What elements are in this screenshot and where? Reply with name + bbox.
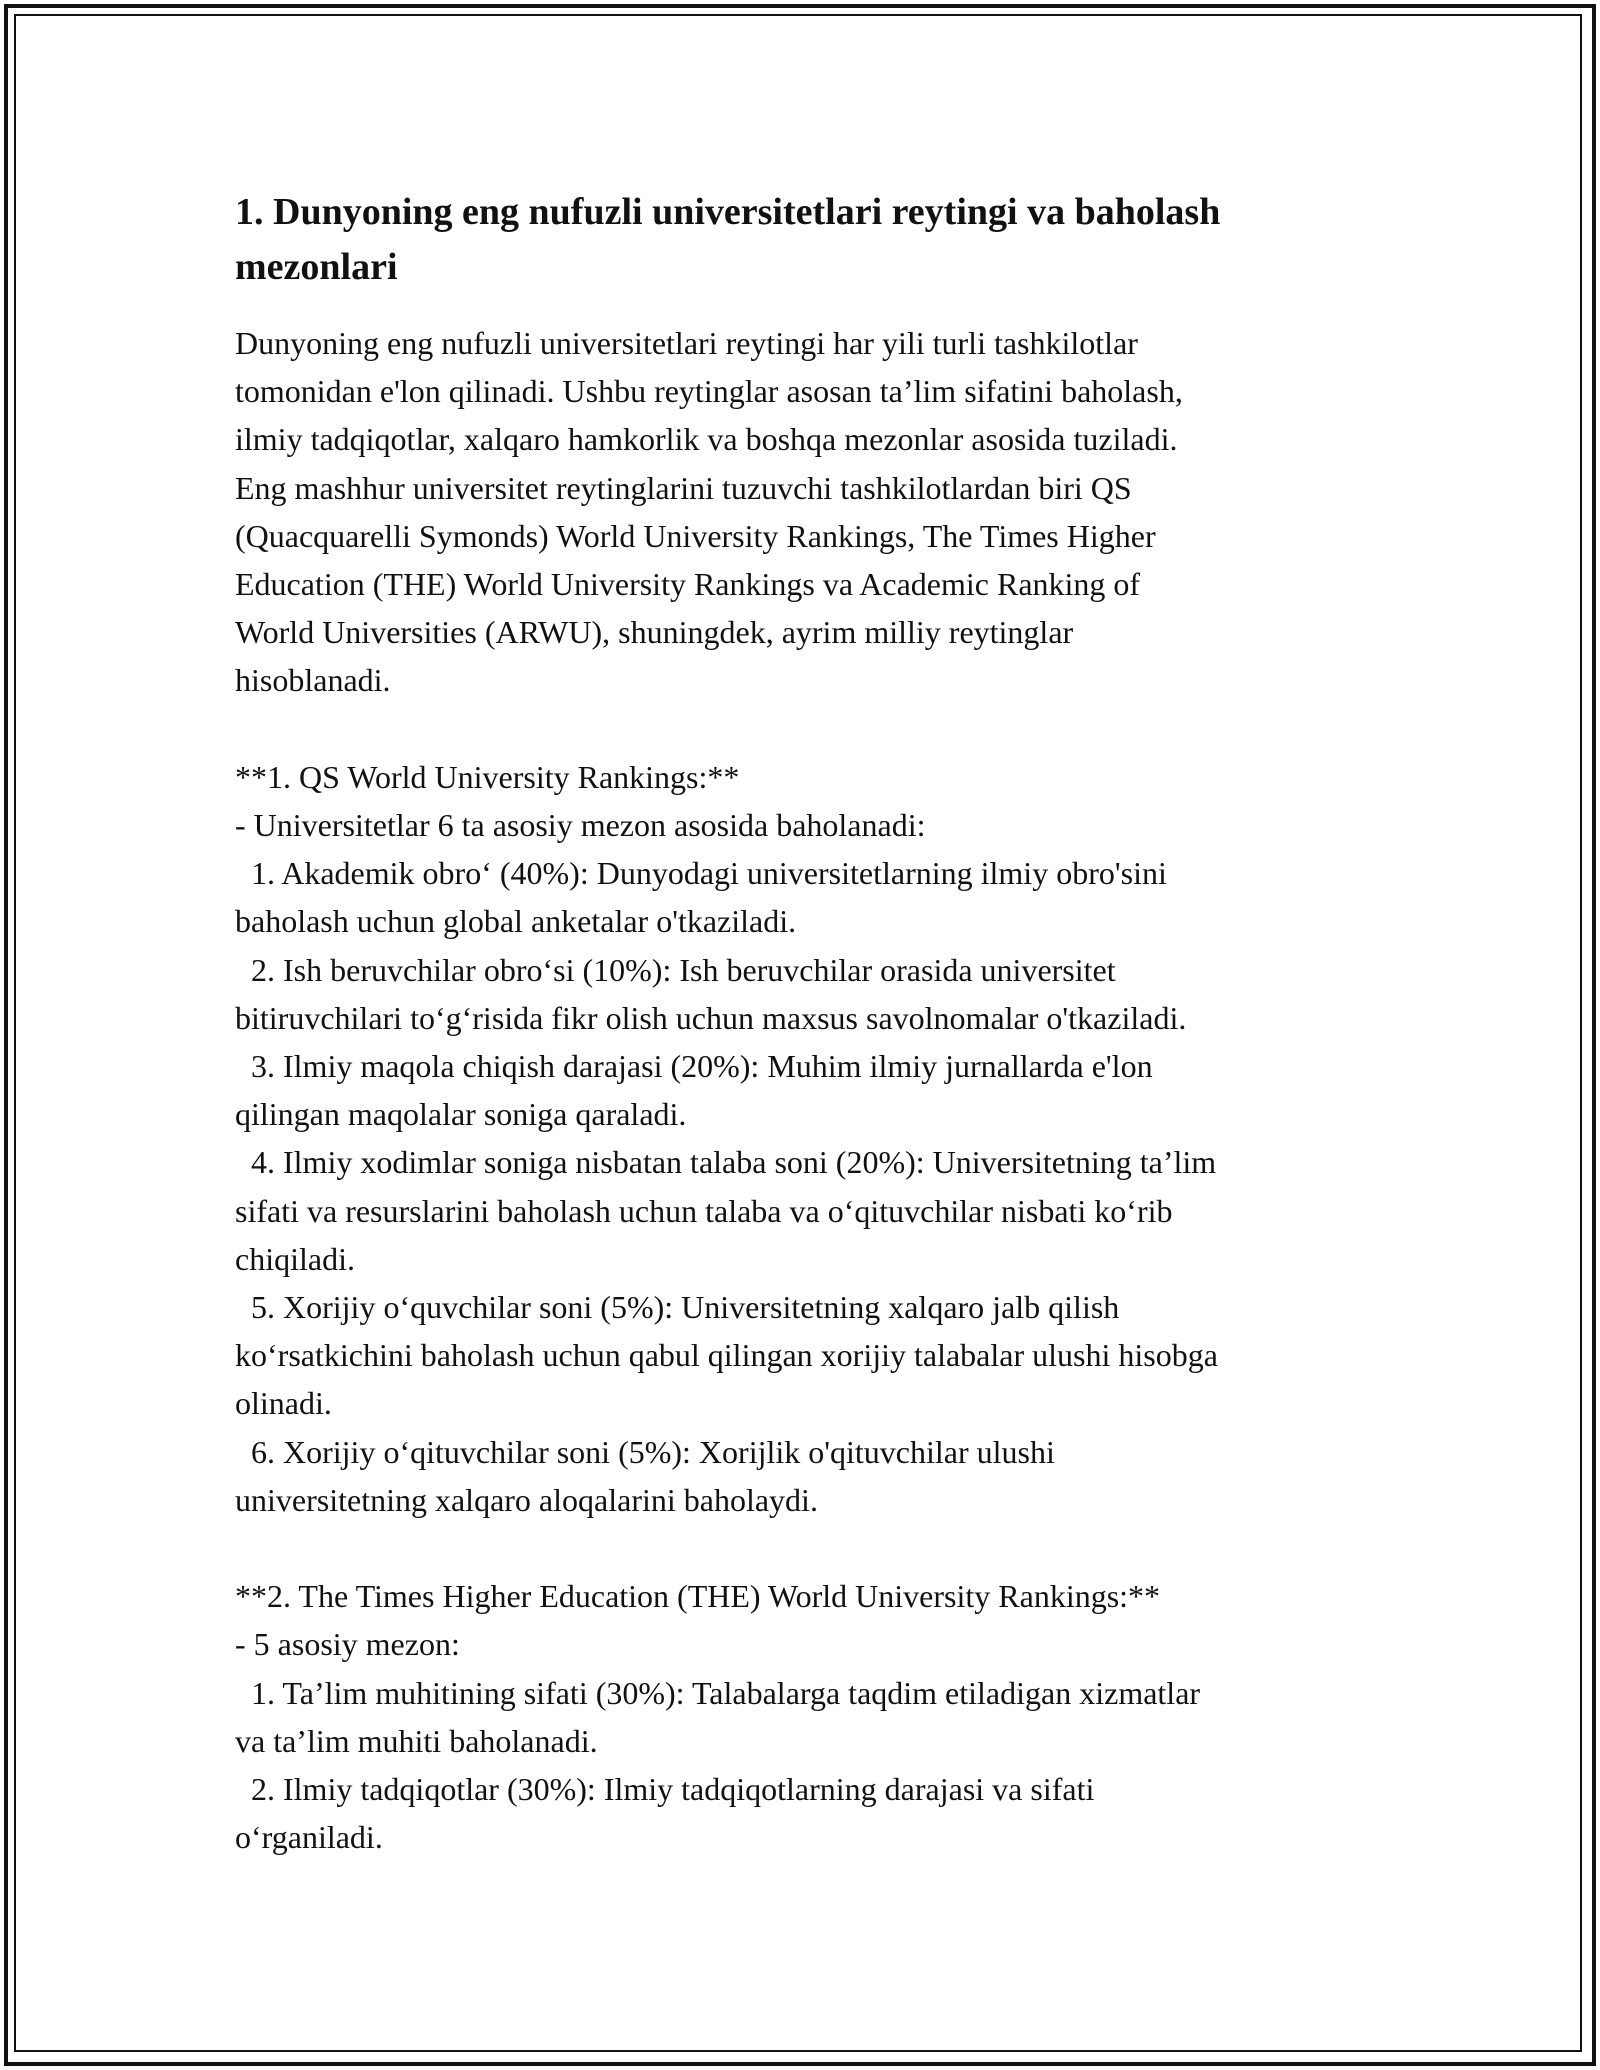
text-line: 2. Ish beruvchilar obro‘si (10%): Ish beruvchilar orasida universitet bbox=[235, 951, 1116, 988]
text-line: 4. Ilmiy xodimlar soniga nisbatan talaba soni (20%): Universitetning ta’lim bbox=[235, 1144, 1217, 1181]
section-title bbox=[235, 185, 1380, 295]
text-line: World Universities (ARWU), shuningdek, ayrim milliy reytinglar bbox=[235, 614, 1074, 651]
text-line: universitetning xalqaro aloqalarini baholaydi. bbox=[235, 1481, 818, 1518]
section-heading-line: **1. QS World University Rankings:** bbox=[235, 758, 740, 795]
text-line: ko‘rsatkichini baholash uchun qabul qilingan xorijiy talabalar ulushi hisobga bbox=[235, 1337, 1218, 1374]
document-body bbox=[235, 185, 1380, 1861]
text-line: o‘rganiladi. bbox=[235, 1819, 383, 1856]
text-line: hisoblanadi. bbox=[235, 662, 391, 699]
text-line: Eng mashhur universitet reytinglarini tuzuvchi tashkilotlardan biri QS bbox=[235, 469, 1132, 506]
text-line: sifati va resurslarini baholash uchun talaba va o‘qituvchilar nisbati ko‘rib bbox=[235, 1192, 1173, 1229]
text-line: Dunyoning eng nufuzli universitetlari reytingi har yili turli tashkilotlar bbox=[235, 325, 1138, 361]
text-line: 3. Ilmiy maqola chiqish darajasi (20%): Muhim ilmiy jurnallarda e'lon bbox=[235, 1048, 1153, 1085]
intro-paragraph bbox=[235, 319, 1380, 705]
title-line: 1. Dunyoning eng nufuzli universitetlari reytingi va baholash bbox=[235, 191, 1221, 233]
text-line: 1. Ta’lim muhitining sifati (30%): Talabalarga taqdim etiladigan xizmatlar bbox=[235, 1674, 1201, 1711]
text-line: 5. Xorijiy o‘quvchilar soni (5%): Universitetning xalqaro jalb qilish bbox=[235, 1289, 1120, 1326]
text-line: qilingan maqolalar soniga qaraladi. bbox=[235, 1096, 687, 1133]
text-line: va ta’lim muhiti baholanadi. bbox=[235, 1722, 598, 1759]
text-line: Education (THE) World University Rankings va Academic Ranking of bbox=[235, 566, 1141, 603]
text-line: tomonidan e'lon qilinadi. Ushbu reytinglar asosan ta’lim sifatini baholash, bbox=[235, 373, 1183, 410]
text-line: ilmiy tadqiqotlar, xalqaro hamkorlik va boshqa mezonlar asosida tuziladi. bbox=[235, 421, 1178, 458]
title-line: mezonlari bbox=[235, 246, 398, 288]
text-line: chiqiladi. bbox=[235, 1240, 355, 1277]
text-line: (Quacquarelli Symonds) World University Rankings, The Times Higher bbox=[235, 517, 1156, 554]
the-rankings-section bbox=[235, 1572, 1380, 1861]
text-line: - Universitetlar 6 ta asosiy mezon asosida baholanadi: bbox=[235, 807, 926, 844]
section-heading-line: **2. The Times Higher Education (THE) World University Rankings:** bbox=[235, 1578, 1161, 1615]
text-line: baholash uchun global anketalar o'tkaziladi. bbox=[235, 903, 797, 940]
text-line: bitiruvchilari to‘g‘risida fikr olish uchun maxsus savolnomalar o'tkaziladi. bbox=[235, 999, 1187, 1036]
text-line: 6. Xorijiy o‘qituvchilar soni (5%): Xorijlik o'qituvchilar ulushi bbox=[235, 1433, 1055, 1470]
paragraph-gap bbox=[235, 705, 1380, 753]
text-line: olinadi. bbox=[235, 1385, 332, 1422]
paragraph-gap bbox=[235, 1524, 1380, 1572]
text-line: 2. Ilmiy tadqiqotlar (30%): Ilmiy tadqiqotlarning darajasi va sifati bbox=[235, 1771, 1095, 1808]
qs-rankings-section bbox=[235, 753, 1380, 1524]
text-line: - 5 asosiy mezon: bbox=[235, 1626, 460, 1663]
text-line: 1. Akademik obro‘ (40%): Dunyodagi universitetlarning ilmiy obro'sini bbox=[235, 855, 1167, 892]
